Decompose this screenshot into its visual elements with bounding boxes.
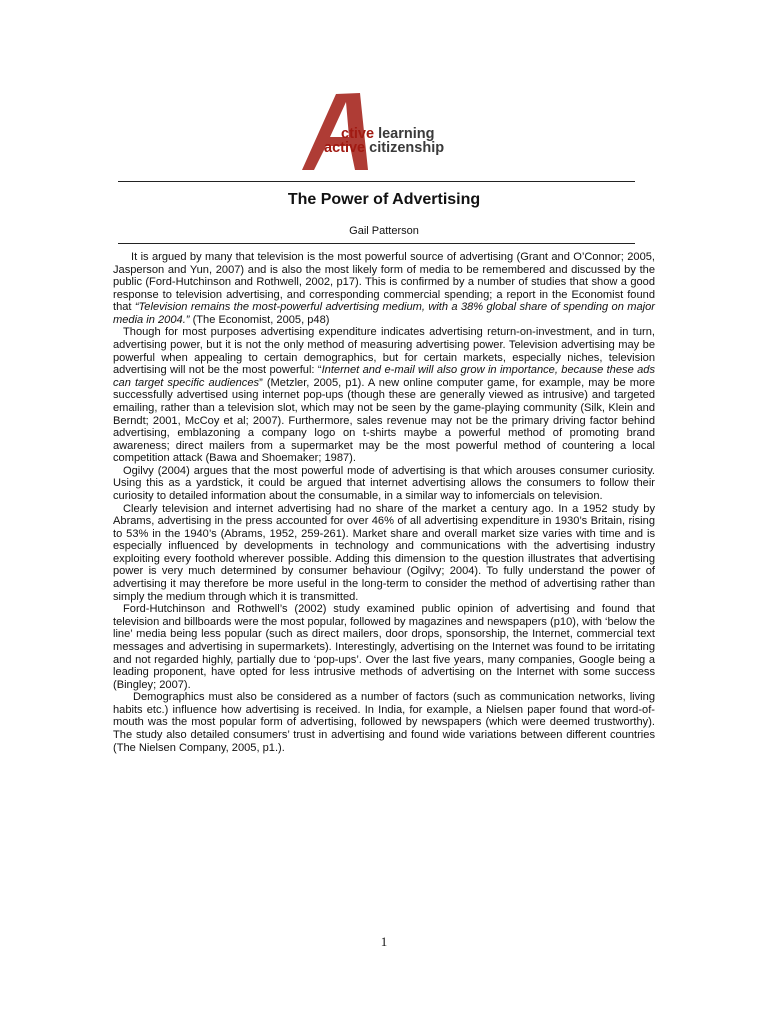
- quotation: Internet and e-mail will also grow in importance, because these ads can target specific audiences: [113, 364, 656, 389]
- paragraph: Clearly television and internet advertising had no share of the market a century ago. In a 1952 study by Abrams, advertising in the press accounted for over 46% of all advertising expenditure in 1930’s Britain, rising to 53% in the 1940’s (Abrams, 1952, 259-261). Market share and overall market size varies with time and is especially influenced by developments in technology and communications with the advertising industry exploiting every foothold wherever possible. Adding this dimension to the question illustrates that advertising power is very much determined by consumer behaviour (Ogilvy; 2004). To fully understand the power of advertising it may therefore be more useful in the long-term to consider the method of advertising rather than simply the medium through which it is transmitted.: [113, 502, 655, 603]
- document-title: The Power of Advertising: [287, 191, 481, 208]
- author-name: Gail Patterson: [349, 225, 419, 237]
- page-number: 1: [380, 934, 388, 949]
- logo-line-1: ctive learning: [341, 126, 435, 142]
- paragraph: Though for most purposes advertising expenditure indicates advertising return-on-investment, and in turn, advertising power, but it is not the only method of measuring advertising power. Television advertising may be powerful when appealing to certain demographics, but for certain markets, especially niches, television advertising will not be the most powerful: “Internet and e-mail will also grow in importance, because these ads can target specific audiences” (Metzler, 2005, p1). A new online computer game, for example, may be more successfully advertised using internet pop-ups (though these are generally viewed as intrusive) and targeted emailing, rather than a television slot, which may not be seen by the game-playing community (Silk, Klein and Berndt; 2001, McCoy et al; 2007). Furthermore, sales revenue may not be the primary driving factor behind advertising, emblazoning a company logo on t-shirts maybe a powerful method of promoting brand awareness; direct mailers from a supermarket may be the most powerful method of countering a local competition attack (Bawa and Shoemaker; 1987).: [113, 326, 656, 465]
- logo-line-2: active citizenship: [324, 140, 445, 156]
- document-body: [113, 251, 655, 754]
- paragraph: Ford-Hutchinson and Rothwell’s (2002) study examined public opinion of advertising and found that television and billboards were the most popular, followed by magazines and newspapers (p10), with ‘below the line’ media being less popular (such as direct mailers, door drops, sponsorship, the Internet, commercial text messages and advertising in supermarkets). Interestingly, advertising on the Internet was found to be irritating and not regarded highly, partially due to ‘pop-ups’. Over the last five years, many companies, Google being a leading proponent, have opted for less intrusive methods of advertising on the Internet with some success (Bingley; 2007).: [113, 603, 655, 691]
- paragraph: Demographics must also be considered as a number of factors (such as communication networks, living habits etc.) influence how advertising is received. In India, for example, a Nielsen paper found that word-of-mouth was the most popular form of advertising, followed by newspapers (which were deemed trustworthy). The study also detailed consumers’ trust in advertising and found wide variations between different countries (The Nielsen Company, 2005, p1.).: [113, 691, 655, 754]
- logo: [300, 90, 470, 174]
- top-divider: [118, 181, 635, 182]
- paragraph: Ogilvy (2004) argues that the most powerful mode of advertising is that which arouses consumer curiosity. Using this as a yardstick, it could be argued that internet advertising allows the consumers to follow their curiosity to detailed information about the consumable, in a similar way to infomercials on television.: [113, 464, 655, 502]
- quotation: “Television remains the most-powerful advertising medium, with a 38% global share of spending on major media in 2004.”: [113, 301, 655, 326]
- paragraph: It is argued by many that television is the most powerful source of advertising (Grant and O’Connor; 2005, Jasperson and Yun, 2007) and is also the most likely form of media to be remembered and discussed by the public (Ford-Hutchinson and Rothwell, 2002, p17). This is confirmed by a number of studies that show a good response to television advertising, and corresponding commercial spending; a report in the Economist found that “Television remains the most-powerful advertising medium, with a 38% global share of spending on major media in 2004.” (The Economist, 2005, p48): [113, 251, 655, 326]
- header-divider: [118, 243, 635, 244]
